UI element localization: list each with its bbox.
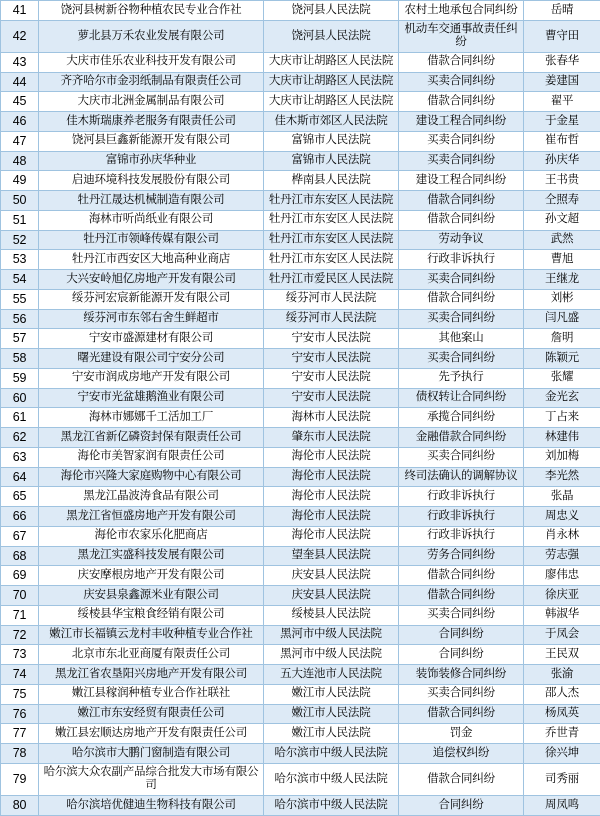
table-row [1,507,600,527]
handler-name: 翟平 [524,92,600,112]
case-cause: 买卖合同纠纷 [399,131,524,151]
debtor-name: 牡丹江市西安区大地高种业商店 [39,250,264,270]
case-cause: 行政非诉执行 [399,250,524,270]
table-row [1,131,600,151]
handler-name: 韩淑华 [524,605,600,625]
court-name: 牡丹江市东安区人民法院 [264,250,399,270]
row-index: 68 [1,546,39,566]
debtor-name: 宁安市盛源建材有限公司 [39,329,264,349]
case-cause: 买卖合同纠纷 [399,270,524,290]
table-row [1,526,600,546]
table-row [1,210,600,230]
court-name: 海伦市人民法院 [264,467,399,487]
row-index: 76 [1,704,39,724]
court-name: 牡丹江市东安区人民法院 [264,230,399,250]
court-name: 哈尔滨市中级人民法院 [264,763,399,795]
court-name: 宁安市人民法院 [264,349,399,369]
debtor-name: 宁安市光盆雄鹅渔业有限公司 [39,388,264,408]
handler-name: 曹旭 [524,250,600,270]
row-index: 73 [1,645,39,665]
debtor-name: 牡丹江市领峰传媒有限公司 [39,230,264,250]
debtor-name: 黑龙江晶波涛食品有限公司 [39,487,264,507]
court-name: 海伦市人民法院 [264,507,399,527]
table-row [1,684,600,704]
handler-name: 闫凡盛 [524,309,600,329]
table-row [1,665,600,685]
handler-name: 王书贵 [524,171,600,191]
debtor-name: 海伦市兴隆大家庭购物中心有限公司 [39,467,264,487]
debtor-name: 佳木斯瑞康养老服务有限责任公司 [39,112,264,132]
row-index: 66 [1,507,39,527]
handler-name: 于金星 [524,112,600,132]
debtor-name: 黑龙江省农垦阳兴房地产开发有限公司 [39,665,264,685]
row-index: 61 [1,408,39,428]
handler-name: 张渝 [524,665,600,685]
table-row [1,52,600,72]
row-index: 49 [1,171,39,191]
court-name: 大庆市让胡路区人民法院 [264,52,399,72]
case-cause: 借款合同纠纷 [399,289,524,309]
handler-name: 邵人杰 [524,684,600,704]
court-name: 五大连池市人民法院 [264,665,399,685]
case-cause: 买卖合同纠纷 [399,605,524,625]
court-name: 嫩江市人民法院 [264,704,399,724]
row-index: 45 [1,92,39,112]
handler-name: 张春华 [524,52,600,72]
debtor-name: 大庆市北洲金属制品有限公司 [39,92,264,112]
court-name: 佳木斯市郊区人民法院 [264,112,399,132]
table-row [1,625,600,645]
row-index: 41 [1,1,39,21]
row-index: 53 [1,250,39,270]
handler-name: 劳志强 [524,546,600,566]
table-row [1,645,600,665]
debtor-name: 萝北县万禾农业发展有限公司 [39,20,264,52]
handler-name: 徐庆亚 [524,586,600,606]
handler-name: 孙文超 [524,210,600,230]
handler-name: 乔世青 [524,724,600,744]
table-row [1,605,600,625]
table-row [1,388,600,408]
debtor-name: 庆安摩根房地产开发有限公司 [39,566,264,586]
row-index: 59 [1,368,39,388]
case-cause: 劳动争议 [399,230,524,250]
court-name: 富锦市人民法院 [264,151,399,171]
table-row [1,250,600,270]
case-cause: 建设工程合同纠纷 [399,112,524,132]
debtor-name: 嫩江市东安经贸有限责任公司 [39,704,264,724]
debtor-name: 绥芬河宏宸新能源开发有限公司 [39,289,264,309]
table-row [1,724,600,744]
court-name: 海伦市人民法院 [264,526,399,546]
table-row [1,151,600,171]
court-name: 肇东市人民法院 [264,428,399,448]
court-name: 绥芬河市人民法院 [264,289,399,309]
handler-name: 徐兴坤 [524,744,600,764]
debtor-name: 黑龙江省新亿磷资封保有限责任公司 [39,428,264,448]
case-cause: 借款合同纠纷 [399,566,524,586]
debtor-name: 哈尔滨培优健迪生物科技有限公司 [39,796,264,816]
debtor-name: 黑龙江实盛科技发展有限公司 [39,546,264,566]
debtor-name: 饶河县树新谷物种植农民专业合作社 [39,1,264,21]
court-name: 饶河县人民法院 [264,1,399,21]
handler-name: 司秀丽 [524,763,600,795]
court-name: 牡丹江市爱民区人民法院 [264,270,399,290]
table-body [1,1,600,816]
debtor-name: 牡丹江晟达机械制造有限公司 [39,191,264,211]
handler-name: 金光玄 [524,388,600,408]
case-cause: 劳务合同纠纷 [399,546,524,566]
debtor-name: 海林市听尚纸业有限公司 [39,210,264,230]
row-index: 69 [1,566,39,586]
debtor-name: 绥芬河市东邻右舍生鲜超市 [39,309,264,329]
handler-name: 丁占来 [524,408,600,428]
table-row [1,72,600,92]
row-index: 65 [1,487,39,507]
handler-name: 武然 [524,230,600,250]
handler-name: 崔布哲 [524,131,600,151]
row-index: 42 [1,20,39,52]
handler-name: 廖伟忠 [524,566,600,586]
debtor-name: 哈尔滨市大鹏门窗制造有限公司 [39,744,264,764]
handler-name: 王继龙 [524,270,600,290]
court-name: 牡丹江市东安区人民法院 [264,210,399,230]
court-name: 桦南县人民法院 [264,171,399,191]
court-name: 大庆市让胡路区人民法院 [264,72,399,92]
debtor-name: 嫩江市长福镇云龙村丰收种植专业合作社 [39,625,264,645]
handler-name: 曹守田 [524,20,600,52]
court-name: 富锦市人民法院 [264,131,399,151]
court-name: 嫩江市人民法院 [264,684,399,704]
handler-name: 于凤会 [524,625,600,645]
handler-name: 张晶 [524,487,600,507]
court-name: 宁安市人民法院 [264,368,399,388]
row-index: 80 [1,796,39,816]
handler-name: 姜建国 [524,72,600,92]
debtor-name: 富锦市孙庆华种业 [39,151,264,171]
case-cause: 金融借款合同纠纷 [399,428,524,448]
case-cause: 合同纠纷 [399,645,524,665]
debtor-name: 大庆市佳乐农业科技开发有限公司 [39,52,264,72]
court-name: 海伦市人民法院 [264,487,399,507]
row-index: 57 [1,329,39,349]
court-name: 宁安市人民法院 [264,329,399,349]
table-row [1,566,600,586]
court-name: 嫩江市人民法院 [264,724,399,744]
table-row [1,230,600,250]
court-name: 绥芬河市人民法院 [264,309,399,329]
case-cause: 买卖合同纠纷 [399,684,524,704]
case-cause: 买卖合同纠纷 [399,151,524,171]
case-cause: 借款合同纠纷 [399,210,524,230]
table-row [1,368,600,388]
handler-name: 孙庆华 [524,151,600,171]
table-row [1,191,600,211]
table-row [1,329,600,349]
row-index: 44 [1,72,39,92]
table-row [1,586,600,606]
court-name: 黑河市中级人民法院 [264,625,399,645]
debtor-name: 嫩江县稼润种植专业合作社联社 [39,684,264,704]
table-row [1,408,600,428]
table-row [1,1,600,21]
table-row [1,447,600,467]
court-name: 宁安市人民法院 [264,388,399,408]
row-index: 46 [1,112,39,132]
handler-name: 仝照寿 [524,191,600,211]
table-row [1,171,600,191]
handler-name: 王民双 [524,645,600,665]
row-index: 48 [1,151,39,171]
case-cause: 建设工程合同纠纷 [399,171,524,191]
table-row [1,487,600,507]
case-cause: 行政非诉执行 [399,526,524,546]
case-cause: 买卖合同纠纷 [399,349,524,369]
row-index: 63 [1,447,39,467]
row-index: 72 [1,625,39,645]
row-index: 78 [1,744,39,764]
table-row [1,349,600,369]
row-index: 79 [1,763,39,795]
row-index: 55 [1,289,39,309]
case-cause: 农村土地承包合同纠纷 [399,1,524,21]
court-name: 哈尔滨市中级人民法院 [264,744,399,764]
case-cause: 借款合同纠纷 [399,763,524,795]
row-index: 74 [1,665,39,685]
table-row [1,289,600,309]
table-row [1,309,600,329]
debtor-name: 饶河县巨鑫新能源开发有限公司 [39,131,264,151]
debtor-name: 宁安市润成房地产开发有限公司 [39,368,264,388]
debtor-name: 北京市东北亚商厦有限责任公司 [39,645,264,665]
row-index: 77 [1,724,39,744]
handler-name: 杨凤英 [524,704,600,724]
row-index: 75 [1,684,39,704]
court-name: 牡丹江市东安区人民法院 [264,191,399,211]
table-row [1,467,600,487]
table-row [1,270,600,290]
court-name: 绥棱县人民法院 [264,605,399,625]
handler-name: 陈颖元 [524,349,600,369]
debtor-name: 海伦市美智家润有限责任公司 [39,447,264,467]
case-cause: 借款合同纠纷 [399,92,524,112]
case-cause: 债权转让合同纠纷 [399,388,524,408]
case-cause: 合同纠纷 [399,796,524,816]
case-cause: 终司法确认的调解协议 [399,467,524,487]
case-cause: 罚金 [399,724,524,744]
case-cause: 借款合同纠纷 [399,586,524,606]
row-index: 70 [1,586,39,606]
handler-name: 周凤鸣 [524,796,600,816]
court-name: 望奎县人民法院 [264,546,399,566]
case-cause: 借款合同纠纷 [399,191,524,211]
case-cause: 追偿权纠纷 [399,744,524,764]
debtor-name: 齐齐哈尔市金羽纸制品有限责任公司 [39,72,264,92]
row-index: 56 [1,309,39,329]
row-index: 43 [1,52,39,72]
case-cause: 其他案山 [399,329,524,349]
handler-name: 刘彬 [524,289,600,309]
debtor-name: 庆安县泉鑫源米业有限公司 [39,586,264,606]
case-cause: 行政非诉执行 [399,507,524,527]
table-row [1,546,600,566]
handler-name: 詹明 [524,329,600,349]
handler-name: 林建伟 [524,428,600,448]
court-name: 海林市人民法院 [264,408,399,428]
case-cause: 先予执行 [399,368,524,388]
case-cause: 行政非诉执行 [399,487,524,507]
handler-name: 岳晴 [524,1,600,21]
court-name: 庆安县人民法院 [264,586,399,606]
case-cause: 借款合同纠纷 [399,704,524,724]
debtor-name: 嫩江县宏顺达房地产开发有限责任公司 [39,724,264,744]
table-row [1,744,600,764]
row-index: 60 [1,388,39,408]
debtor-name: 启迪环境科技发展股份有限公司 [39,171,264,191]
case-cause: 承揽合同纠纷 [399,408,524,428]
table-row [1,796,600,816]
table-row [1,20,600,52]
table-row [1,763,600,795]
handler-name: 张耀 [524,368,600,388]
court-name: 饶河县人民法院 [264,20,399,52]
court-name: 海伦市人民法院 [264,447,399,467]
row-index: 52 [1,230,39,250]
court-name: 黑河市中级人民法院 [264,645,399,665]
row-index: 58 [1,349,39,369]
debtor-name: 黑龙江省恒盛房地产开发有限公司 [39,507,264,527]
row-index: 50 [1,191,39,211]
debtor-name: 绥棱县华宝粮食经销有限公司 [39,605,264,625]
case-cause: 合同纠纷 [399,625,524,645]
handler-name: 刘加梅 [524,447,600,467]
row-index: 54 [1,270,39,290]
row-index: 64 [1,467,39,487]
table-row [1,112,600,132]
court-name: 大庆市让胡路区人民法院 [264,92,399,112]
row-index: 47 [1,131,39,151]
case-cause: 买卖合同纠纷 [399,72,524,92]
court-name: 庆安县人民法院 [264,566,399,586]
debtor-name: 曙光建设有限公司宁安分公司 [39,349,264,369]
handler-name: 肖永林 [524,526,600,546]
handler-name: 周忠义 [524,507,600,527]
table-row [1,428,600,448]
debtor-name: 哈尔滨大众农副产品综合批发大市场有限公司 [39,763,264,795]
table-row [1,92,600,112]
case-cause: 借款合同纠纷 [399,52,524,72]
handler-name: 李光然 [524,467,600,487]
debtor-name: 海伦市农家乐化肥商店 [39,526,264,546]
row-index: 71 [1,605,39,625]
row-index: 51 [1,210,39,230]
case-cause: 机动车交通事故责任纠纷 [399,20,524,52]
case-cause: 买卖合同纠纷 [399,309,524,329]
debtor-name: 海林市娜娜千工活加工厂 [39,408,264,428]
table-row [1,704,600,724]
case-cause: 买卖合同纠纷 [399,447,524,467]
debtor-name: 大兴安岭旭亿房地产开发有限公司 [39,270,264,290]
court-name: 哈尔滨市中级人民法院 [264,796,399,816]
row-index: 62 [1,428,39,448]
case-cause: 装饰装修合同纠纷 [399,665,524,685]
row-index: 67 [1,526,39,546]
